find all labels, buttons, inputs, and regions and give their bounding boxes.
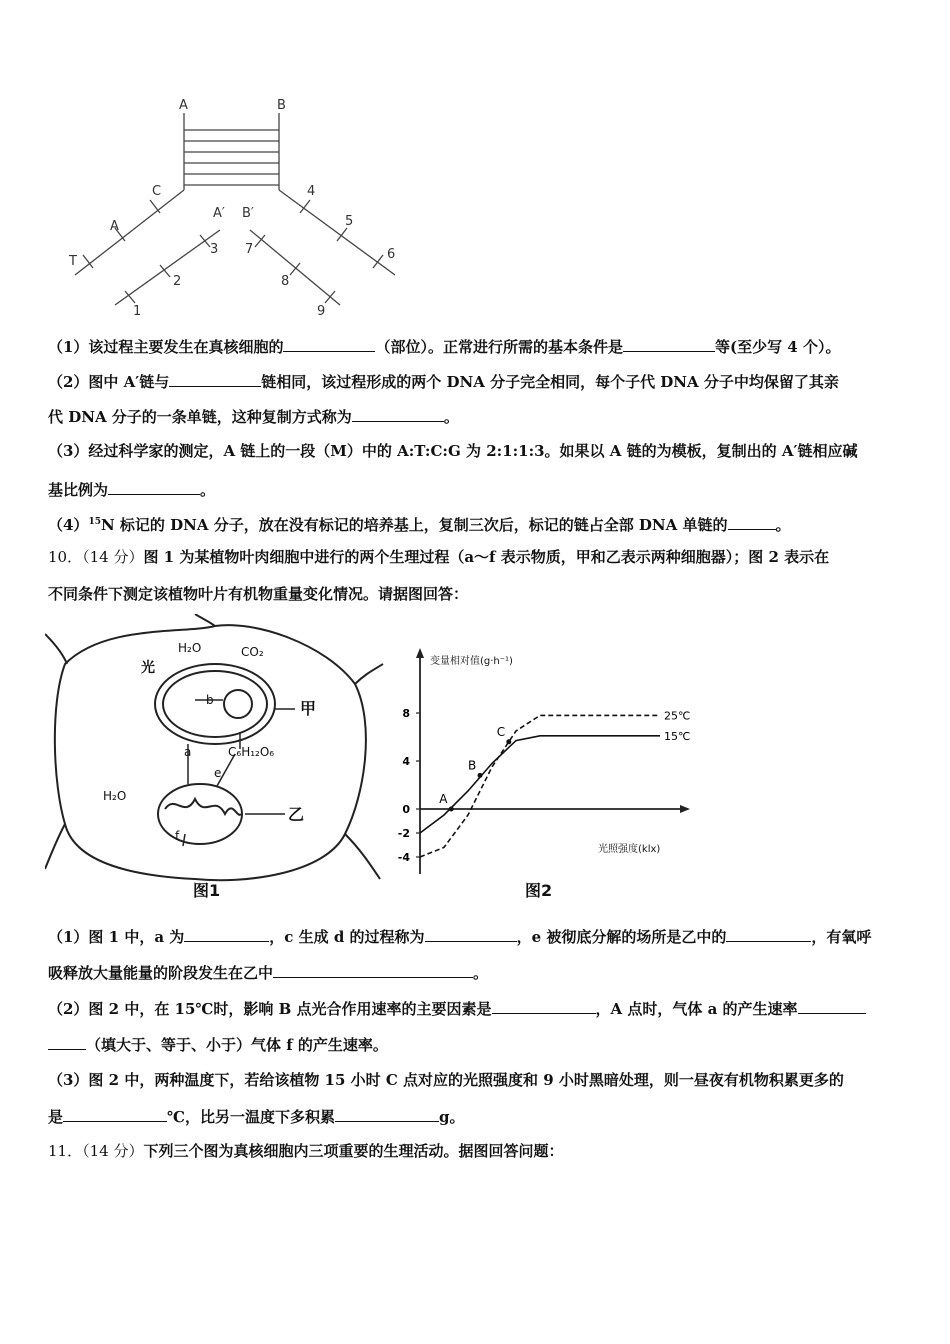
jia-label: 甲 (300, 699, 317, 718)
answer-blank[interactable] (623, 336, 715, 352)
strand-label-a-prime: A′ (213, 206, 225, 221)
series-label: 25℃ (664, 709, 691, 723)
q10-part2: （2）图 2 中，在 15℃时，影响 B 点光合作用速率的主要因素是 ，A 点时，气体 a 的产生速率 (48, 998, 866, 1019)
base-label: A (110, 219, 119, 234)
answer-blank[interactable] (48, 1034, 86, 1050)
answer-blank[interactable] (726, 926, 811, 942)
base-label: 2 (173, 274, 182, 289)
point-b (478, 773, 483, 778)
q11-intro: 11．（14 分）下列三个图为真核细胞内三项重要的生理活动。据图回答问题： (48, 1142, 564, 1160)
point-label: C (496, 724, 506, 739)
strand-label-b: B (277, 98, 286, 113)
base-label: 9 (317, 304, 326, 319)
answer-blank[interactable] (425, 926, 517, 942)
series-label: 15℃ (664, 729, 691, 743)
figure-2-chart (390, 614, 710, 904)
base-label: 1 (133, 304, 142, 319)
q9-part3-cont: 基比例为 。 (48, 481, 216, 499)
y-tick-label: 4 (402, 755, 410, 768)
base-label: 6 (387, 247, 396, 262)
b-label: b (206, 693, 214, 707)
h2o-left-label: H₂O (103, 789, 127, 803)
strand-label-a: A (179, 98, 188, 113)
q9-part2-cont: 代 DNA 分子的一条单链，这种复制方式称为 。 (48, 408, 459, 426)
q10-part3-cont: 是 ℃，比另一温度下多积累 g。 (48, 1108, 465, 1126)
base-label: 8 (281, 274, 290, 289)
yi-label: 乙 (288, 805, 305, 824)
y-tick-label: 0 (402, 803, 410, 816)
answer-blank[interactable] (335, 1106, 439, 1122)
point-label: B (468, 758, 477, 773)
series-line-25c (420, 715, 660, 857)
base-label: T (69, 254, 77, 269)
point-a (449, 807, 454, 812)
answer-blank[interactable] (273, 962, 473, 978)
q9-part3: （3）经过科学家的测定，A 链上的一段（M）中的 A:T:C:G 为 2:1:1:3。如果以 A 链的为模板，复制出的 A′链相应碱 (48, 442, 858, 460)
answer-blank[interactable] (184, 926, 269, 942)
q9-part2: （2）图中 A′链与 链相同，该过程形成的两个 DNA 分子完全相同，每个子代 DNA 分子中均保留了其亲 (48, 373, 839, 391)
base-label: 5 (345, 214, 354, 229)
q10-part1-cont: 吸释放大量能量的阶段发生在乙中 。 (48, 964, 489, 982)
y-tick-label: -4 (397, 851, 410, 864)
co2-label: CO₂ (241, 645, 264, 659)
point-c (506, 739, 511, 744)
base-label: 7 (245, 242, 254, 257)
y-tick-label: -2 (397, 827, 410, 840)
h2o-top-label: H₂O (178, 641, 202, 655)
x-axis-label: 光照强度(klx) (598, 844, 661, 855)
q9-part4: $(4)^{15}N$ 标记的 DNA 分子，放在没有标记的培养基上，复制三次后，标记的链占全部 DNA 单链的 。 (48, 516, 791, 534)
e-label: e (214, 766, 222, 780)
strand-label-b-prime: B′ (242, 206, 254, 221)
answer-blank[interactable] (798, 998, 866, 1014)
answer-blank[interactable] (63, 1106, 167, 1122)
answer-blank[interactable] (728, 514, 776, 530)
dna-replication-diagram (55, 95, 415, 325)
answer-blank[interactable] (169, 371, 261, 387)
x-axis-arrow (680, 805, 690, 813)
f-label: f (175, 829, 180, 843)
figure-1-cell (45, 614, 385, 904)
figure-1-caption: 图1 (193, 881, 221, 900)
a-label: a (184, 745, 192, 759)
answer-blank[interactable] (283, 336, 375, 352)
q10-part3: （3）图 2 中，两种温度下，若给该植物 15 小时 C 点对应的光照强度和 9 小时黑暗处理，则一昼夜有机物积累更多的 (48, 1071, 844, 1089)
point-label: A (439, 792, 448, 806)
base-label: 4 (307, 184, 316, 199)
base-label: C (152, 184, 162, 199)
y-axis-label: 变量相对值(g·h⁻¹) (430, 656, 513, 667)
q10-part1: （1）图 1 中，a 为 ，c 生成 d 的过程称为 ，e 被彻底分解的场所是乙中的 ，有氧呼 (48, 928, 872, 946)
answer-blank[interactable] (492, 998, 596, 1014)
answer-blank[interactable] (108, 479, 200, 495)
q10-intro: 10．（14 分）图 1 为某植物叶肉细胞中进行的两个生理过程（a～f 表示物质，甲和乙表示两种细胞器）；图 2 表示在 (48, 548, 830, 566)
q9-part1: （1）该过程主要发生在真核细胞的 （部位）。正常进行所需的基本条件是 等(至少写 4 个）。 (48, 338, 841, 356)
glucose-label: C₆H₁₂O₆ (228, 745, 275, 759)
y-axis-arrow (416, 648, 424, 658)
light-label: 光 (141, 660, 155, 676)
q10-part2-cont: （填大于、等于、小于）气体 f 的产生速率。 (48, 1034, 388, 1055)
series-line-15c (420, 736, 660, 833)
base-label: 3 (210, 242, 219, 257)
figure-2-caption: 图2 (525, 881, 553, 900)
y-tick-label: 8 (402, 707, 410, 720)
answer-blank[interactable] (352, 406, 444, 422)
q10-intro-cont: 不同条件下测定该植物叶片有机物重量变化情况。请据图回答： (48, 585, 469, 603)
